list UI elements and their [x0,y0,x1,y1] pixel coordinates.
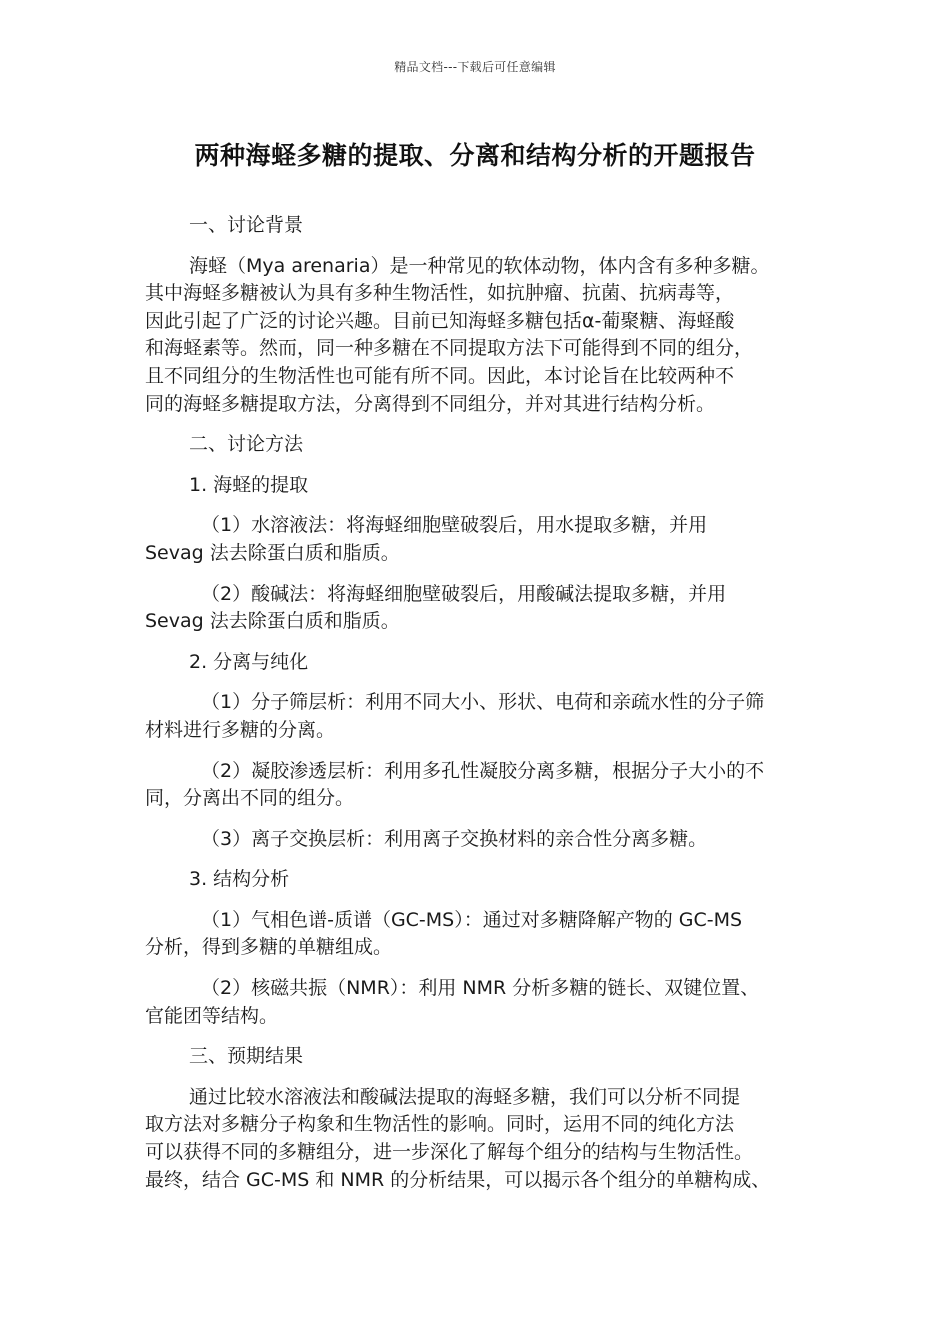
section-heading [145,212,810,240]
section-heading [145,431,810,459]
paragraph [145,581,810,636]
text-line: （2）酸碱法：将海蛏细胞壁破裂后，用酸碱法提取多糖，并用 [201,582,727,605]
text-line: 取方法对多糖分子构象和生物活性的影响。同时，运用不同的纯化方法 [145,1113,735,1136]
text-line: 三、预期结果 [189,1045,304,1068]
text-line: 同的海蛏多糖提取方法，分离得到不同组分，并对其进行结构分析。 [145,392,716,415]
text-line: （1）气相色谱-质谱（GC-MS）：通过对多糖降解产物的 GC-MS [201,908,743,931]
section-heading [145,649,810,677]
paragraph [145,253,810,419]
text-line: 分析，得到多糖的单糖组成。 [145,936,393,959]
text-line: 2. 分离与纯化 [189,650,309,673]
text-line: Sevag 法去除蛋白质和脂质。 [145,541,400,564]
paragraph [145,826,810,854]
text-line: （1）分子筛层析：利用不同大小、形状、电荷和亲疏水性的分子筛 [201,691,765,714]
text-line: 和海蛏素等。然而，同一种多糖在不同提取方法下可能得到不同的组分， [145,337,754,360]
text-line: 一、讨论背景 [189,214,304,236]
paragraph [145,1084,810,1194]
text-line: 通过比较水溶液法和酸碱法提取的海蛏多糖，我们可以分析不同提 [189,1085,741,1108]
document-body [145,212,810,1207]
paragraph [145,975,810,1030]
text-line: 海蛏（Mya arenaria）是一种常见的软体动物，体内含有多种多糖。 [189,254,770,277]
text-line: 因此引起了广泛的讨论兴趣。目前已知海蛏多糖包括α-葡聚糖、海蛏酸 [145,309,735,332]
text-line: （1）水溶液法：将海蛏细胞壁破裂后，用水提取多糖，并用 [201,514,708,537]
text-line: （3）离子交换层析：利用离子交换材料的亲合性分离多糖。 [201,827,708,850]
text-line: 二、讨论方法 [189,433,304,456]
text-line: 可以获得不同的多糖组分，进一步深化了解每个组分的结构与生物活性。 [145,1141,754,1164]
paragraph [145,689,810,744]
text-line: 材料进行多糖的分离。 [145,718,336,741]
paragraph [145,512,810,567]
text-line: 且不同组分的生物活性也可能有所不同。因此，本讨论旨在比较两种不 [145,364,735,387]
text-line: 同，分离出不同的组分。 [145,787,355,810]
section-heading [145,1043,810,1071]
paragraph [145,907,810,962]
page-header-note: 精品文档---下载后可任意编辑 [394,60,556,74]
section-heading [145,472,810,500]
text-line: （2）核磁共振（NMR）：利用 NMR 分析多糖的链长、双键位置、 [201,977,760,1000]
section-heading [145,866,810,894]
text-line: 最终，结合 GC-MS 和 NMR 的分析结果，可以揭示各个组分的单糖构成、 [145,1168,771,1191]
document-title: 两种海蛏多糖的提取、分离和结构分析的开题报告 [194,141,756,170]
text-line: 官能团等结构。 [145,1004,279,1027]
text-line: 3. 结构分析 [189,868,290,891]
text-line: （2）凝胶渗透层析：利用多孔性凝胶分离多糖，根据分子大小的不 [201,759,765,782]
paragraph [145,758,810,813]
text-line: Sevag 法去除蛋白质和脂质。 [145,610,400,633]
text-line: 其中海蛏多糖被认为具有多种生物活性，如抗肿瘤、抗菌、抗病毒等， [145,282,735,305]
text-line: 1. 海蛏的提取 [189,473,309,496]
